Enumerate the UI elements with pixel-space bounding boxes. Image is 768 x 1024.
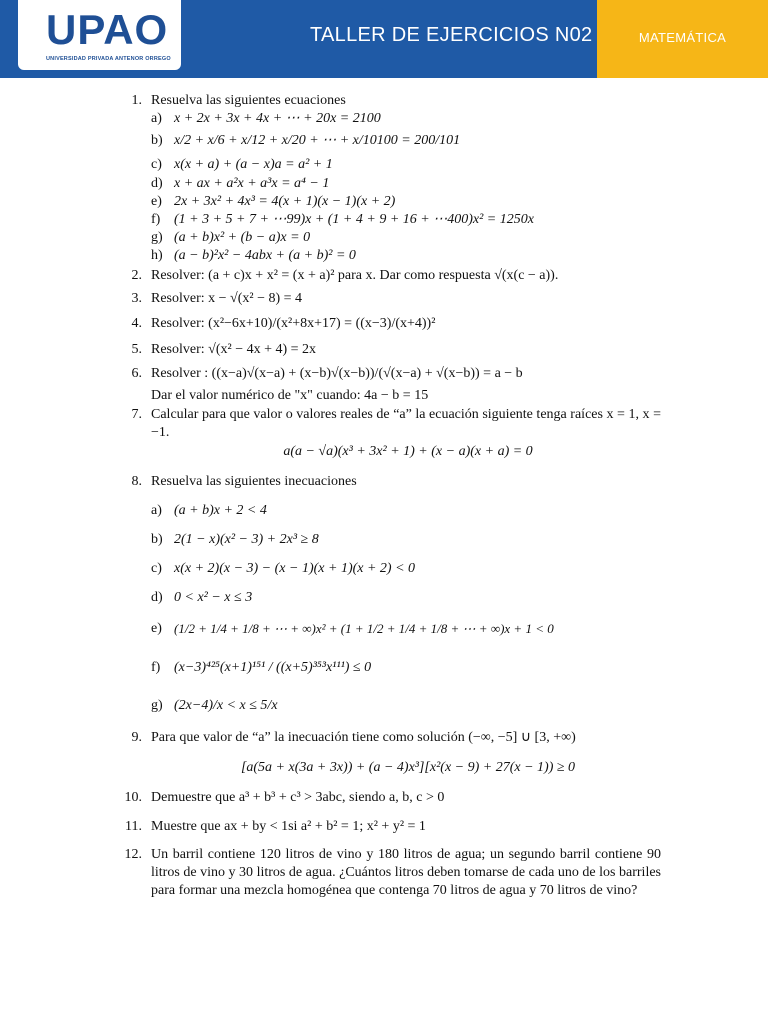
item-label: e) xyxy=(151,194,162,209)
item-label: b) xyxy=(151,532,163,547)
problem-text: Resolver: √(x² − 4x + 4) = 2x xyxy=(151,342,317,357)
problem-text: Calcular para que valor o valores reales de “a” la ecuación siguiente tenga raíces x = 1, x = −1. xyxy=(151,407,661,440)
item-expression: (x−3)⁴²⁵(x+1)¹⁵¹ / ((x+5)³⁵³x¹¹¹) ≤ 0 xyxy=(174,660,372,675)
item-expression: (1/2 + 1/4 + 1/8 + ⋯ + ∞)x² + (1 + 1/2 + 1/4 + 1/8 + ⋯ + ∞)x + 1 < 0 xyxy=(174,621,554,636)
problem-number: 11. xyxy=(125,819,142,834)
centered-equation: [a(5a + x(3a + 3x)) + (a − 4)x³][x²(x − 9) + 27(x − 1)) ≥ 0 xyxy=(240,760,576,775)
problem-number: 5. xyxy=(131,342,142,357)
problem-text: Resolver: (a + c)x + x² = (x + a)² para x. Dar como respuesta √(x(c − a)). xyxy=(151,268,559,283)
document-title: TALLER DE EJERCICIOS N02 xyxy=(310,24,593,46)
item-label: c) xyxy=(151,561,162,576)
item-expression: (2x−4)/x < x ≤ 5/x xyxy=(174,698,278,713)
item-label: g) xyxy=(151,698,163,713)
item-expression: x(x + 2)(x − 3) − (x − 1)(x + 1)(x + 2) < 0 xyxy=(174,561,416,576)
item-expression: 2(1 − x)(x² − 3) + 2x³ ≥ 8 xyxy=(174,532,319,547)
item-expression: x/2 + x/6 + x/12 + x/20 + ⋯ + x/10100 = 200/101 xyxy=(174,133,461,148)
item-label: a) xyxy=(151,503,162,518)
item-label: d) xyxy=(151,176,163,191)
problem-number: 3. xyxy=(131,291,142,306)
item-label: f) xyxy=(151,660,161,675)
problem-text: Muestre que ax + by < 1si a² + b² = 1; x² + y² = 1 xyxy=(151,819,426,834)
item-expression: (a + b)x + 2 < 4 xyxy=(174,503,267,518)
problem-text: Demuestre que a³ + b³ + c³ > 3abc, siendo a, b, c > 0 xyxy=(151,790,445,805)
item-label: d) xyxy=(151,590,163,605)
item-label: e) xyxy=(151,621,162,636)
problem-number: 2. xyxy=(131,268,142,283)
problem-number: 4. xyxy=(131,316,142,331)
problem-text: Un barril contiene 120 litros de vino y 180 litros de agua; un segundo barril contiene 90 litros de vino y 30 litros de agua. ¿Cuántos litros deben tomarse de cada uno de los barriles para formar una mezcla homogénea que contenga 70 litros de agua y 70 litros de vino? xyxy=(151,847,661,898)
problem-text: Resuelva las siguientes inecuaciones xyxy=(151,474,357,489)
problem-number: 6. xyxy=(131,366,142,381)
problem-text: Resolver : ((x−a)√(x−a) + (x−b)√(x−b))/(√(x−a) + √(x−b)) = a − b xyxy=(151,366,523,381)
item-label: h) xyxy=(151,248,163,263)
problem-text: Resuelva las siguientes ecuaciones xyxy=(151,93,346,108)
problem-number: 9. xyxy=(131,730,142,745)
item-expression: x + ax + a²x + a³x = a⁴ − 1 xyxy=(174,176,330,191)
centered-equation: a(a − √a)(x³ + 3x² + 1) + (x − a)(x + a) = 0 xyxy=(283,444,533,459)
item-expression: x(x + a) + (a − x)a = a² + 1 xyxy=(174,157,333,172)
item-expression: (a − b)²x² − 4abx + (a + b)² = 0 xyxy=(174,248,356,263)
item-label: a) xyxy=(151,111,162,126)
item-label: b) xyxy=(151,133,163,148)
problem-number: 12. xyxy=(124,847,142,862)
problem-text: Resolver: (x²−6x+10)/(x²+8x+17) = ((x−3)/(x+4))² xyxy=(151,316,436,331)
item-expression: (1 + 3 + 5 + 7 + ⋯99)x + (1 + 4 + 9 + 16 + ⋯400)x² = 1250x xyxy=(174,212,534,227)
item-label: c) xyxy=(151,157,162,172)
item-label: f) xyxy=(151,212,161,227)
logo-wordmark: UPAO xyxy=(46,6,169,53)
logo-subtitle: UNIVERSIDAD PRIVADA ANTENOR ORREGO xyxy=(46,56,171,62)
item-expression: (a + b)x² + (b − a)x = 0 xyxy=(174,230,311,245)
problem-text: Para que valor de “a” la inecuación tiene como solución (−∞, −5] ∪ [3, +∞) xyxy=(151,730,576,745)
item-expression: 0 < x² − x ≤ 3 xyxy=(174,590,253,605)
problem-number: 1. xyxy=(131,93,142,108)
item-expression: 2x + 3x² + 4x³ = 4(x + 1)(x − 1)(x + 2) xyxy=(174,194,396,209)
problem-number: 8. xyxy=(131,474,142,489)
item-expression: x + 2x + 3x + 4x + ⋯ + 20x = 2100 xyxy=(174,111,381,126)
item-label: g) xyxy=(151,230,163,245)
problem-subtext: Dar el valor numérico de "x" cuando: 4a − b = 15 xyxy=(151,388,429,403)
problem-number: 7. xyxy=(131,407,142,422)
problem-text: Resolver: x − √(x² − 8) = 4 xyxy=(151,291,303,306)
subject-label: MATEMÁTICA xyxy=(638,30,727,45)
problem-number: 10. xyxy=(124,790,142,805)
